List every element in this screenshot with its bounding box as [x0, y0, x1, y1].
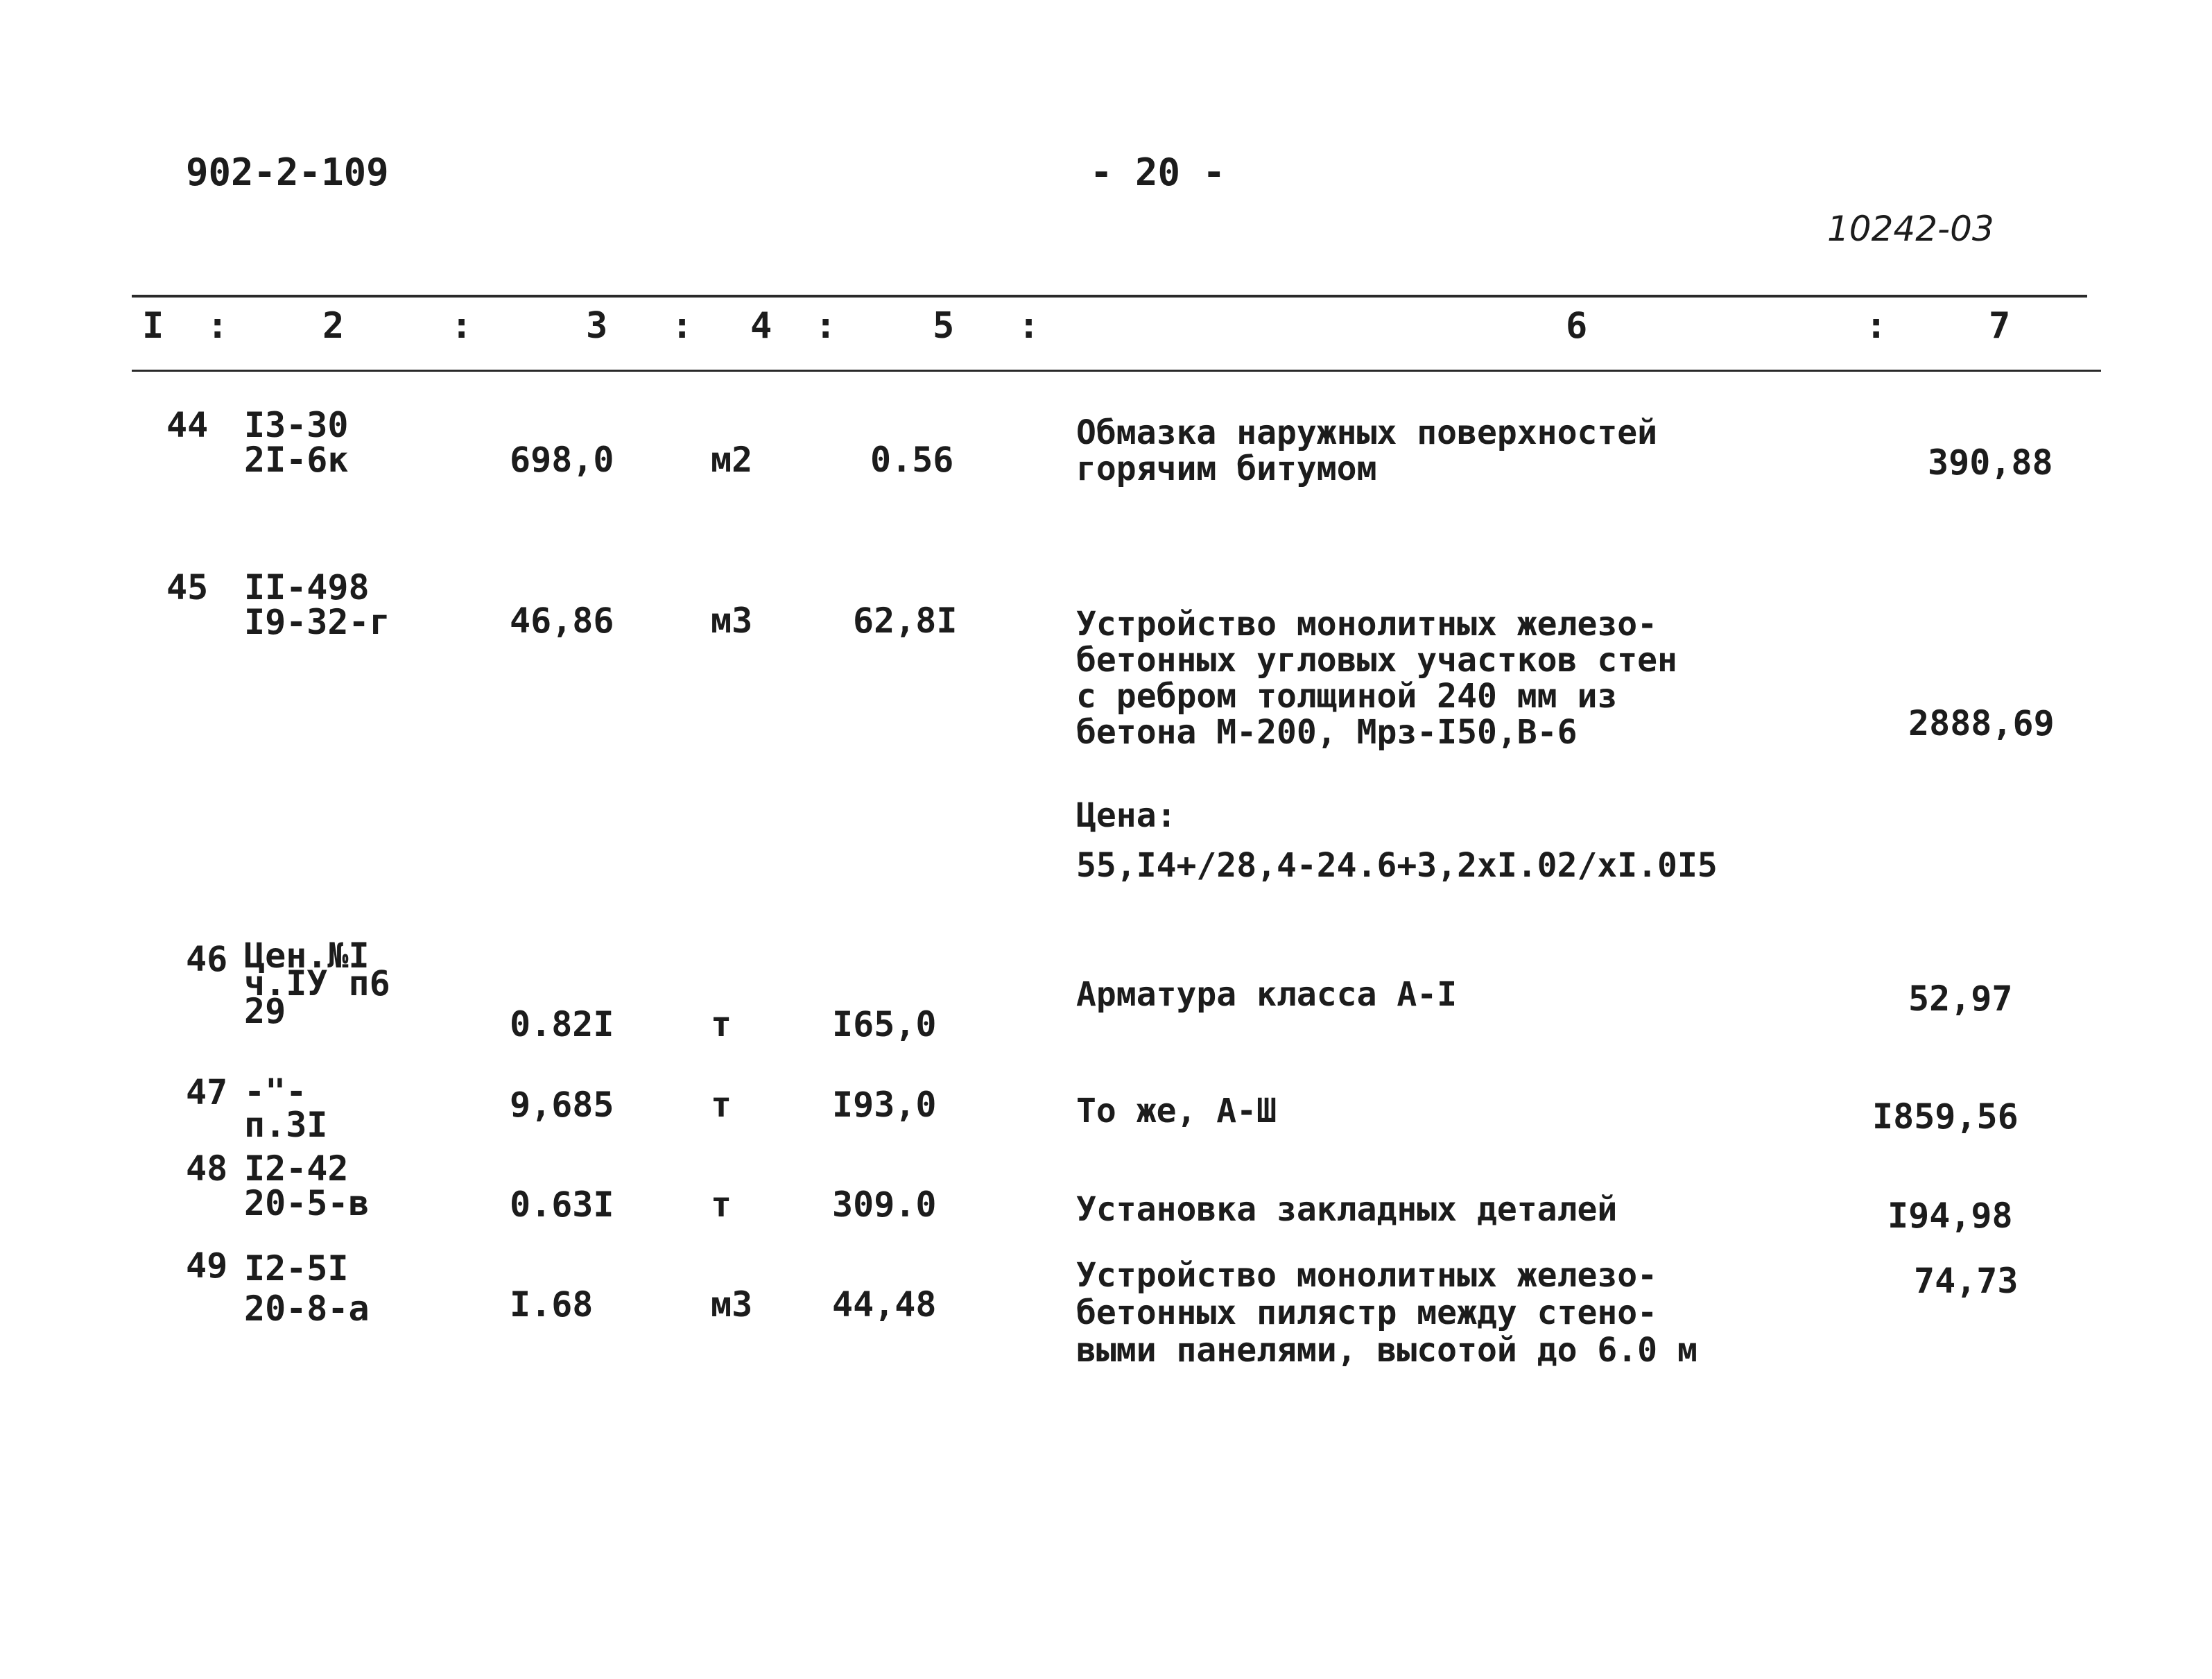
column-header-2: 2	[322, 305, 345, 347]
price-formula: 55,I4+/28,4-24.6+3,2xI.02/xI.0I5	[1076, 846, 1718, 885]
rate-code: -"- п.3I	[244, 1071, 328, 1145]
unit-price: I93,0	[832, 1085, 937, 1125]
unit-price: 309.0	[832, 1185, 937, 1225]
table-top-rule	[132, 295, 2087, 298]
total-cost: 390,88	[1928, 442, 2053, 483]
work-description: Устройство монолитных железо- бетонных угловых участков стен с ребром толщиной 240 мм из бетона М-200, Мрз-I50,В-6	[1076, 605, 1677, 752]
column-header-4: 4	[750, 305, 772, 347]
unit: т	[711, 1085, 732, 1125]
column-separator: :	[1018, 305, 1040, 347]
column-header-6: 6	[1566, 305, 1588, 347]
row-number: 47	[186, 1072, 228, 1112]
table-header-bottom-rule	[132, 370, 2101, 372]
unit-price: 44,48	[832, 1284, 937, 1325]
page-number: - 20 -	[1090, 150, 1226, 194]
price-note-label: Цена:	[1076, 796, 1177, 835]
column-separator: :	[1865, 305, 1887, 347]
total-cost: 52,97	[1908, 979, 2013, 1019]
unit: м2	[711, 440, 753, 480]
quantity: 698,0	[510, 440, 614, 480]
document-code: 902-2-109	[186, 150, 389, 194]
quantity: I.68	[510, 1284, 594, 1325]
row-number: 46	[186, 939, 228, 979]
rate-code: I2-42 20-5-в	[244, 1148, 370, 1223]
rate-code: I2-5I 20-8-а	[244, 1248, 370, 1329]
quantity: 0.63I	[510, 1185, 614, 1225]
rate-code: I3-30 2I-6к	[244, 405, 349, 480]
quantity: 46,86	[510, 601, 614, 641]
total-cost: 74,73	[1914, 1261, 2019, 1301]
unit: т	[711, 1004, 732, 1044]
row-number: 49	[186, 1246, 228, 1286]
work-description: Обмазка наружных поверхностей горячим битумом	[1076, 413, 1658, 488]
column-separator: :	[671, 305, 693, 347]
row-number: 44	[166, 405, 209, 445]
handwritten-reference: 10242-03	[1827, 209, 1994, 249]
quantity: 9,685	[510, 1085, 614, 1125]
work-description: Устройство монолитных железо- бетонных пилястр между стено- выми панелями, высотой до 6.0 м	[1076, 1256, 1697, 1370]
row-number: 48	[186, 1148, 228, 1189]
column-header-7: 7	[1989, 305, 2011, 347]
column-header-3: 3	[586, 305, 608, 347]
column-separator: :	[207, 305, 229, 347]
unit-price: I65,0	[832, 1004, 937, 1044]
work-description: Установка закладных деталей	[1076, 1190, 1618, 1229]
unit-price: 62,8I	[853, 601, 958, 641]
work-description: Арматура класса А-I	[1076, 975, 1458, 1014]
total-cost: 2888,69	[1908, 703, 2055, 743]
unit-price: 0.56	[870, 440, 954, 480]
unit: т	[711, 1185, 732, 1225]
total-cost: I859,56	[1872, 1096, 2019, 1137]
rate-code: II-498 I9-32-г	[244, 567, 390, 642]
column-separator: :	[815, 305, 837, 347]
column-header-5: 5	[933, 305, 955, 347]
column-separator: :	[451, 305, 473, 347]
quantity: 0.82I	[510, 1004, 614, 1044]
work-description: То же, А-Ш	[1076, 1092, 1277, 1130]
unit: м3	[711, 601, 753, 641]
total-cost: I94,98	[1887, 1196, 2013, 1236]
unit: м3	[711, 1284, 753, 1325]
row-number: 45	[166, 567, 209, 608]
column-header-1: I	[142, 305, 164, 347]
rate-code: Цен.№I ч.IУ п6 29	[244, 936, 390, 1031]
